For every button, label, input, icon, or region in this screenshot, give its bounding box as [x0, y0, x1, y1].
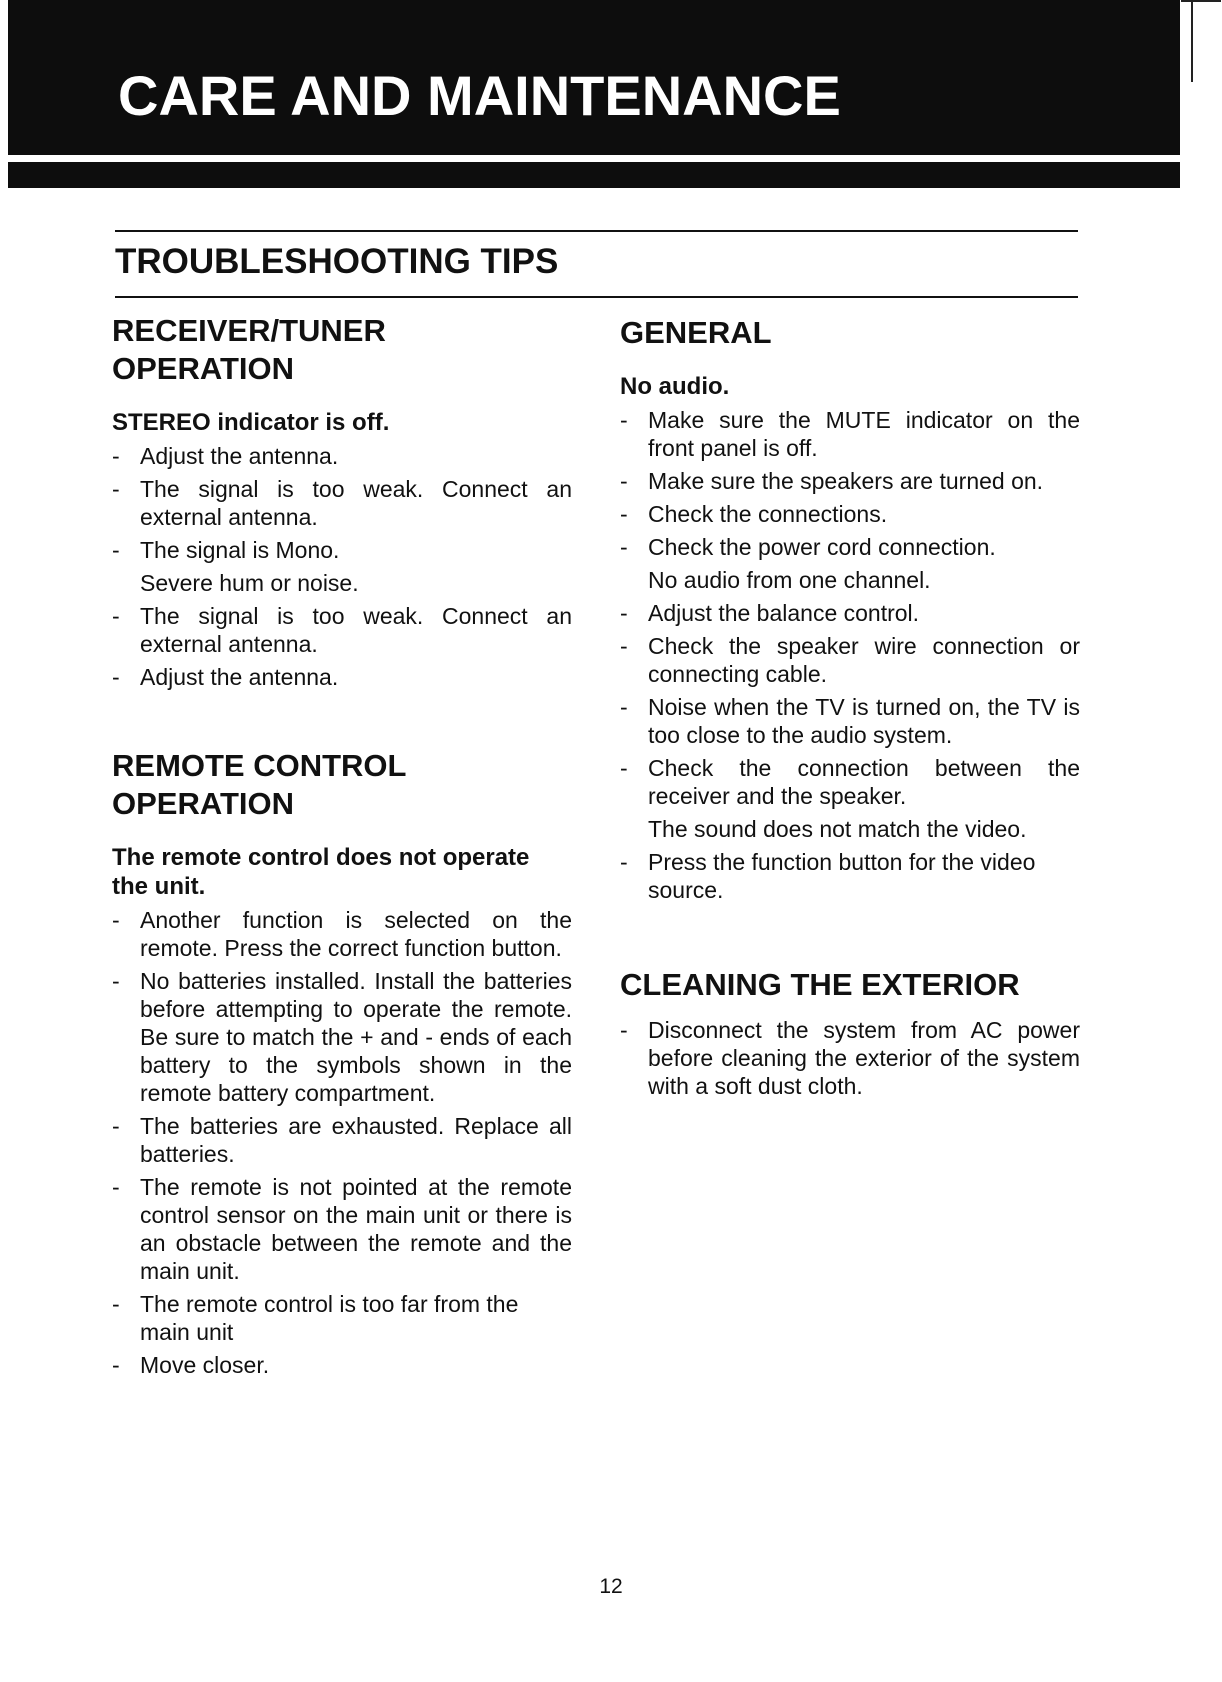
section-rule-top: [115, 230, 1078, 232]
list-item: - The signal is too weak. Connect an external antenna.: [112, 603, 572, 657]
section-title: TROUBLESHOOTING TIPS: [115, 242, 559, 281]
edge-mark: [1181, 0, 1221, 2]
header-stripe: [8, 162, 1180, 188]
edge-mark: [1191, 2, 1193, 82]
list-item: - Check the connections.: [620, 501, 888, 527]
list-item: - Noise when the TV is turned on, the TV is too close to the audio system.: [620, 694, 1080, 748]
right-column: [620, 314, 1080, 1100]
page-title: CARE AND MAINTENANCE: [118, 64, 841, 127]
remote-heading-line-2: OPERATION: [112, 786, 294, 821]
header-bar: [8, 0, 1180, 155]
general-problem-3: The sound does not match the video.: [648, 816, 1027, 842]
list-item: - The remote is not pointed at the remote control sensor on the main unit or there is an obstacle between the remote and the main unit.: [112, 1174, 572, 1284]
list-item: - Check the power cord connection.: [620, 534, 996, 560]
list-item: - Adjust the balance control.: [620, 600, 920, 626]
remote-heading-line-1: REMOTE CONTROL: [112, 748, 407, 783]
receiver-heading: RECEIVER/TUNER OPERATION: [112, 313, 386, 386]
list-item: - No batteries installed. Install the batteries before attempting to operate the remote. Be sure to match the + and - ends of each battery to the symbols shown in the remote battery compartment.: [112, 968, 572, 1106]
list-item: - The signal is too weak. Connect an external antenna.: [112, 476, 572, 530]
list-item: - The remote control is too far from the main unit: [112, 1291, 519, 1345]
general-heading: GENERAL: [620, 315, 772, 350]
list-item: - Check the speaker wire connection or connecting cable.: [620, 633, 1080, 687]
list-item: - Press the function button for the video source.: [620, 849, 1036, 903]
general-problem-1: No audio.: [620, 373, 730, 400]
left-column: [112, 312, 572, 1379]
list-item: - Disconnect the system from AC power before cleaning the exterior of the system with a soft dust cloth.: [620, 1017, 1080, 1099]
section-rule-bottom: [115, 296, 1078, 298]
list-item: - Make sure the MUTE indicator on the front panel is off.: [620, 407, 1080, 461]
list-item: - Check the connection between the receiver and the speaker.: [620, 755, 1080, 809]
cleaning-heading: CLEANING THE EXTERIOR: [620, 967, 1020, 1002]
list-item: - Make sure the speakers are turned on.: [620, 468, 1044, 494]
receiver-problem-2: Severe hum or noise.: [140, 570, 359, 596]
general-problem-2: No audio from one channel.: [648, 567, 931, 593]
list-item: - Another function is selected on the remote. Press the correct function button.: [112, 907, 572, 961]
receiver-problem-1: STEREO indicator is off.: [112, 409, 390, 436]
page-number: 12: [599, 1575, 623, 1598]
list-item: - Adjust the antenna.: [112, 443, 339, 469]
list-item: - Move closer.: [112, 1352, 270, 1378]
list-item: - The batteries are exhausted. Replace all batteries.: [112, 1113, 572, 1167]
remote-problem: The remote control does not operate the unit.: [112, 844, 530, 900]
list-item: - Adjust the antenna.: [112, 664, 339, 690]
list-item: - The signal is Mono.: [112, 537, 340, 563]
